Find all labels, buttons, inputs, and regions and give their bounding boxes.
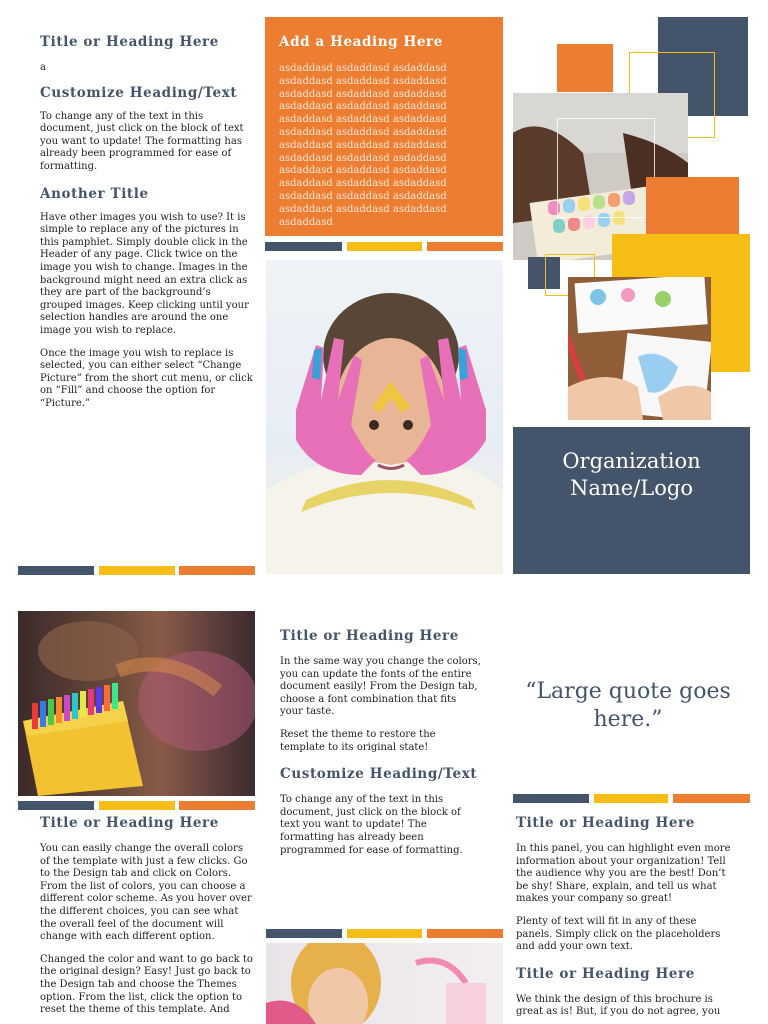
panel4-body-1: You can easily change the overall colors of the template with just a few clicks. Go to the Design tab and click on Colors. From the list of colors, you can choose a different color scheme. As you hover over the different choices, you can see what the overall feel of the document will change with each different option. — [40, 843, 252, 943]
panel2-body: asdaddasd asdaddasd asdaddasd asdaddasd asdaddasd asdaddasd asdaddasd asdaddasd asdaddasd asdaddasd asdaddasd asdaddasd asdaddasd asdaddasd asdaddasd asdaddasd asdaddasd asdaddasd asdaddasd asdaddasd asdaddasd asdaddasd asdaddasd asdaddasd asdaddasd asdaddasd asdaddasd asdaddasd asdaddasd asdaddasd asdaddasd asdaddasd asdaddasd asdaddasd asdaddasd asdaddasd asdaddasd — [279, 63, 447, 228]
panel2-heading: Add a Heading Here — [279, 34, 443, 50]
heading-box — [265, 17, 503, 236]
divider-gold — [347, 929, 422, 938]
divider-orange — [673, 794, 750, 803]
organization-logo-box[interactable] — [513, 427, 750, 574]
panel5-body-1: In the same way you change the colors, you can update the fonts of the entire document easily! From the Design tab, choose a font combination that fits your taste. — [280, 656, 481, 718]
panel1-text-a: a — [40, 62, 46, 73]
panel1-body-1: To change any of the text in this document, just click on the block of text you want to update! The formatting has already been programmed for ease of formatting. — [40, 110, 244, 172]
panel1-heading-3: Another Title — [40, 185, 149, 202]
panel6-body-2: Plenty of text will fit in any of these panels. Simply click on the placeholders and add your own text. — [516, 915, 721, 953]
panel5-body-3: To change any of the text in this document, just click on the block of text you want to update! The formatting has already been programmed for ease of formatting. — [280, 794, 463, 856]
divider-navy — [18, 801, 94, 810]
divider-navy — [266, 929, 342, 938]
panel1-heading-1: Title or Heading Here — [40, 34, 219, 50]
panel-5 — [280, 628, 482, 857]
divider-orange — [427, 242, 503, 251]
divider-gold — [347, 242, 422, 251]
divider-gold — [594, 794, 668, 803]
panel1-body-3: Once the image you wish to replace is selected, you can either select “Change Picture” from the short cut menu, or click on “Fill” and choose the option for “Picture.” — [40, 347, 253, 409]
panel4-body-2: Changed the color and want to go back to the original design? Easy! Just go back to the Design tab and choose the Themes option. From the list, click the option to reset the theme of this template. And — [40, 953, 253, 1016]
girl-painted-hands-photo — [266, 260, 503, 574]
panel1-body-2: Have other images you wish to use? It is simple to replace any of the pictures in this pamphlet. Simply double click in the Header of any page. Click twice on the image you wish to change. Images in the background might need an extra click as they are part of the background’s grouped images. Keep clicking until your selection handles are around the one image you wish to replace. — [40, 211, 249, 336]
girl-photo — [266, 943, 503, 1024]
organization-name: Organization Name/Logo — [562, 449, 701, 500]
panel-4 — [40, 815, 255, 1017]
panel5-heading-1: Title or Heading Here — [280, 628, 459, 644]
panel-6 — [516, 815, 734, 1019]
divider-navy — [18, 566, 94, 575]
decor-square-orange — [557, 44, 613, 92]
divider-orange — [427, 929, 503, 938]
panel6-heading-2: Title or Heading Here — [516, 965, 695, 982]
decor-outline-white — [557, 118, 655, 218]
panel6-body-1: In this panel, you can highlight even more information about your organization! Tell the audience why you are the best! Don’t be shy! Share, explain, and tell us what makes your company so great! — [516, 843, 731, 905]
divider-navy — [513, 794, 589, 803]
panel6-body-3: We think the design of this brochure is great as is! But, if you do not agree, you — [516, 993, 721, 1018]
large-quote: “Large quote goes here.” — [525, 679, 731, 732]
divider-orange — [179, 566, 255, 575]
panel1-heading-2: Customize Heading/Text — [40, 84, 238, 101]
divider-navy — [265, 242, 342, 251]
panel4-heading: Title or Heading Here — [40, 815, 219, 831]
crayons-photo — [18, 611, 255, 796]
panel5-heading-2: Customize Heading/Text — [280, 766, 478, 783]
drawing-photo — [568, 277, 711, 420]
panel-1 — [40, 34, 255, 410]
divider-gold — [99, 566, 175, 575]
divider-gold — [99, 801, 175, 810]
panel5-body-2: Reset the theme to restore the template to its original state! — [280, 728, 436, 753]
panel6-heading-1: Title or Heading Here — [516, 815, 695, 831]
divider-orange — [179, 801, 255, 810]
